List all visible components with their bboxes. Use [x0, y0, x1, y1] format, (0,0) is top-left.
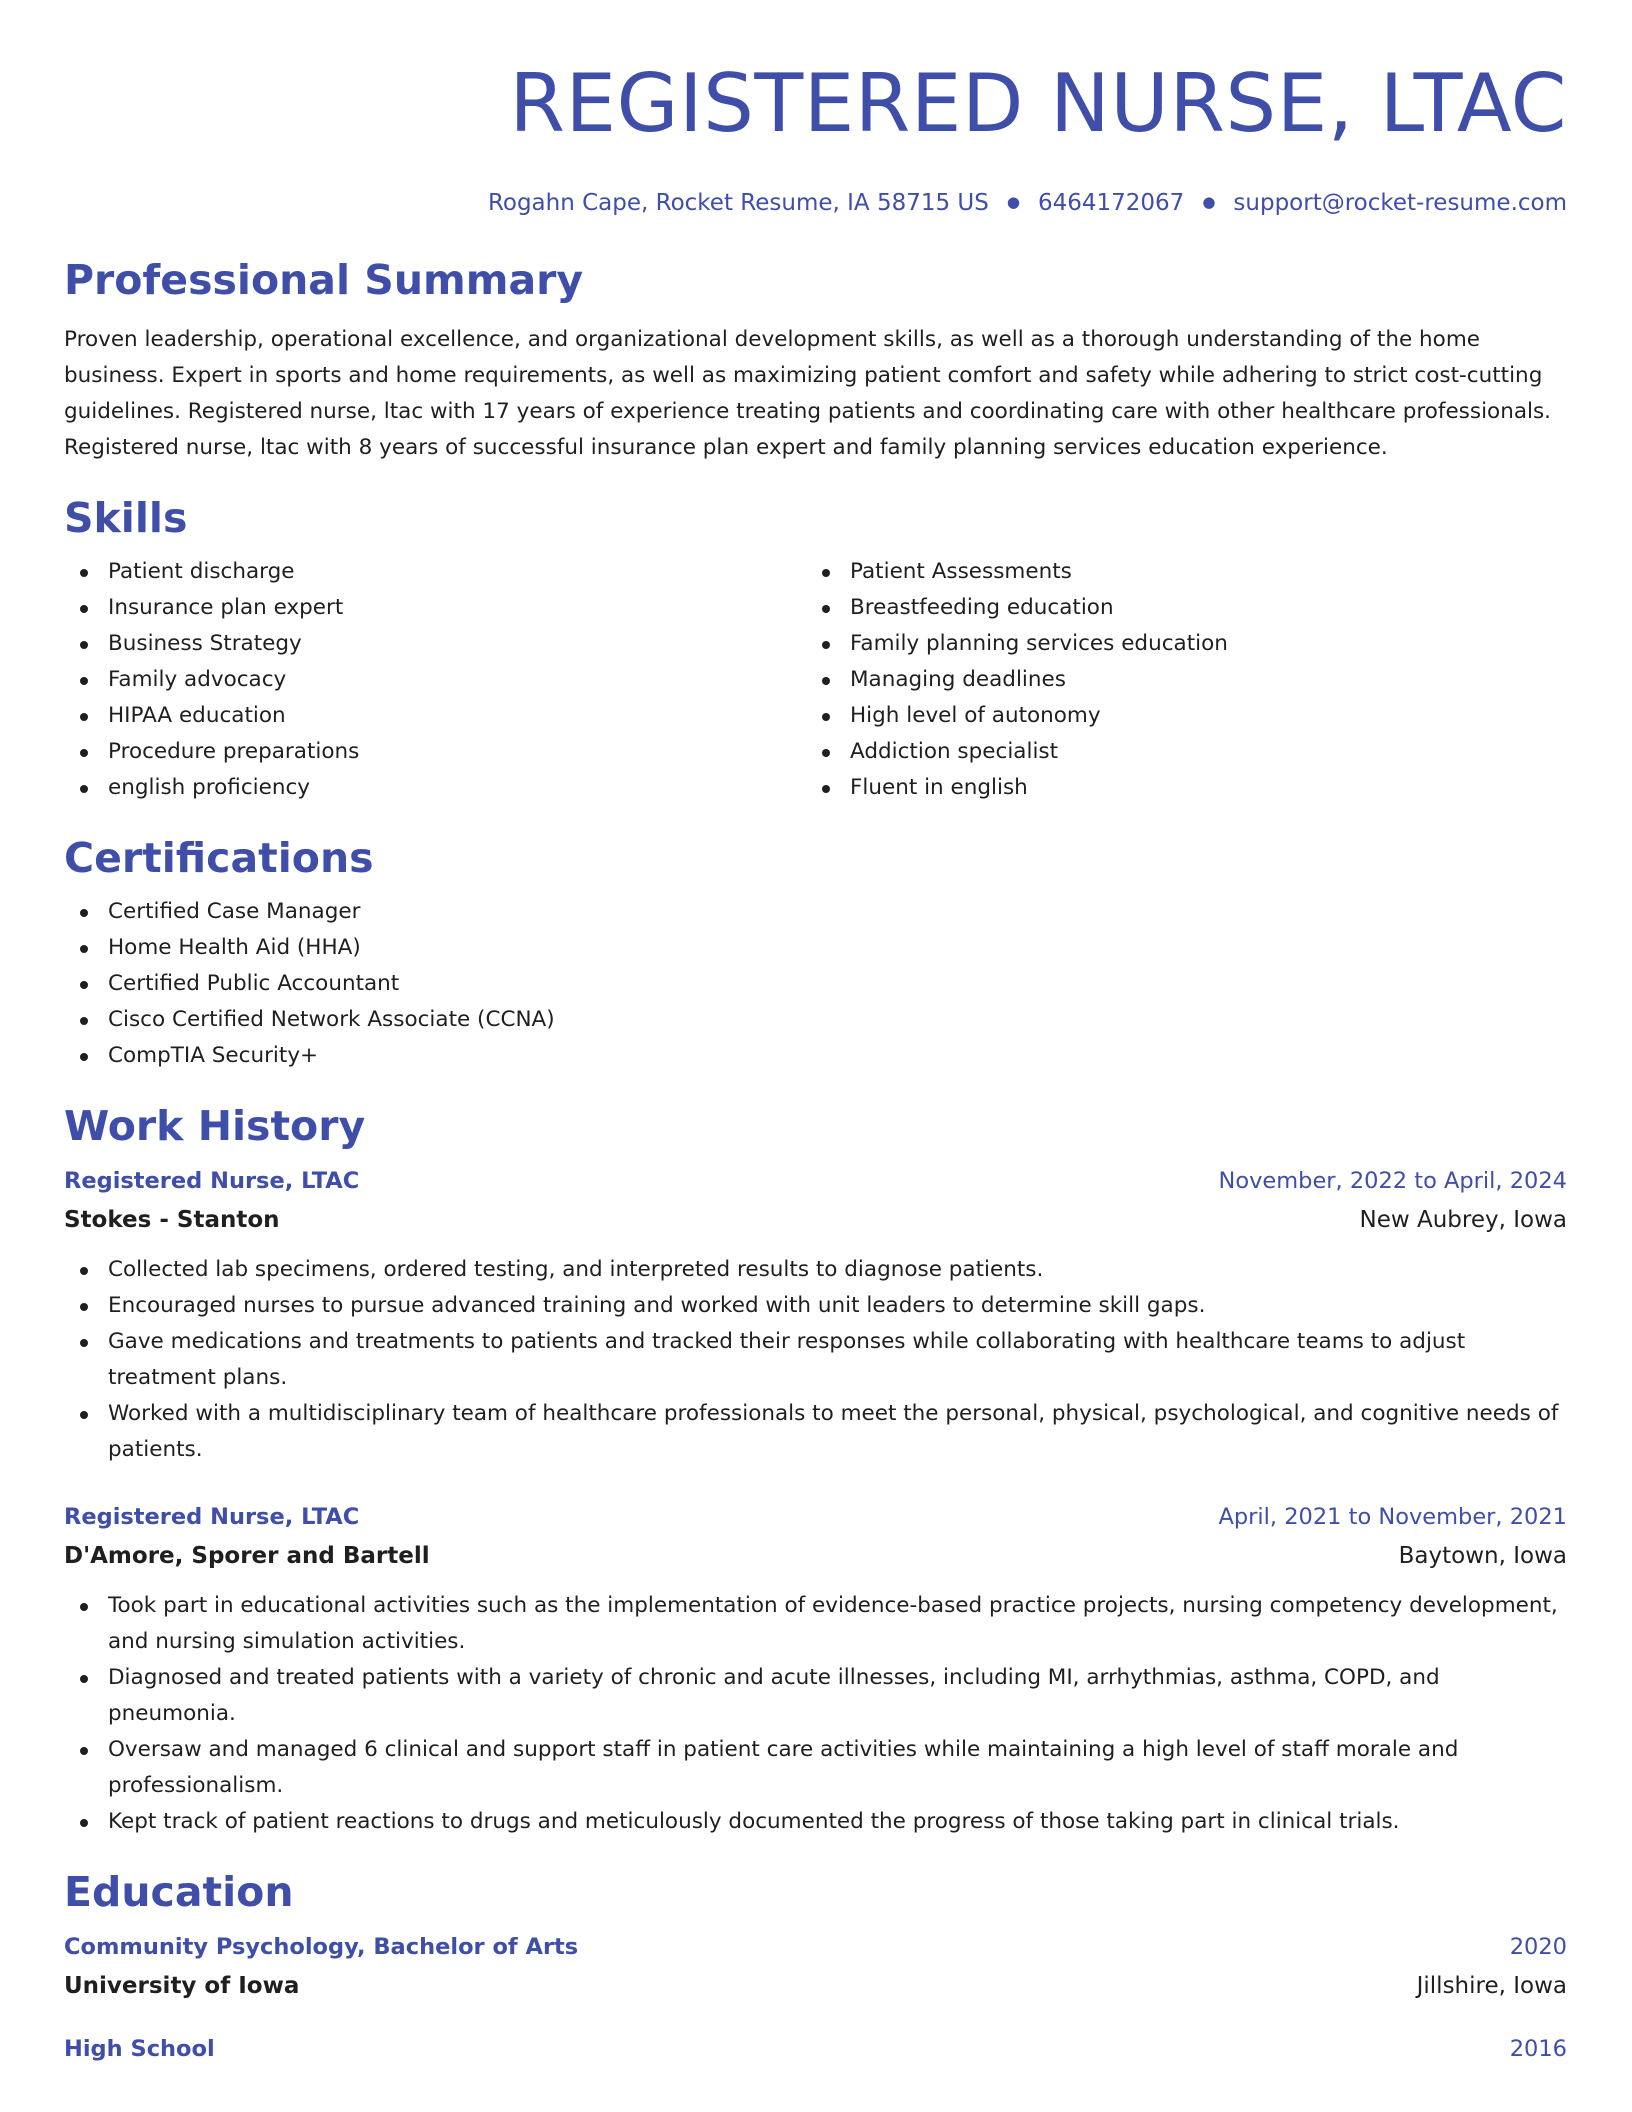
skills-column-right	[806, 554, 1548, 806]
skill-item: Procedure preparations	[64, 734, 806, 770]
job-location: New Aubrey, Iowa	[1359, 1207, 1567, 1233]
job-entry	[64, 1162, 1567, 1468]
section-title-work-history: Work History	[64, 1102, 366, 1150]
skill-item: Breastfeeding education	[806, 590, 1548, 626]
education-degree: High School	[64, 2036, 215, 2062]
job-dates: November, 2022 to April, 2024	[1218, 1168, 1567, 1194]
separator-dot-icon: ●	[1202, 192, 1216, 211]
job-title: Registered Nurse, LTAC	[64, 1504, 360, 1530]
contact-line	[64, 190, 1567, 216]
skill-item: Addiction specialist	[806, 734, 1548, 770]
job-location: Baytown, Iowa	[1398, 1543, 1567, 1569]
certification-item: Cisco Certified Network Associate (CCNA)	[64, 1002, 1567, 1038]
skill-item: Fluent in english	[806, 770, 1548, 806]
certification-item: CompTIA Security+	[64, 1038, 1567, 1074]
job-employer: D'Amore, Sporer and Bartell	[64, 1543, 430, 1569]
education-location: Jillshire, Iowa	[1416, 1973, 1567, 1999]
education-entry	[64, 2030, 1567, 2068]
skills-grid	[64, 554, 1567, 806]
skill-item: Patient discharge	[64, 554, 806, 590]
phone-text: 6464172067	[1037, 190, 1185, 216]
skills-section	[64, 494, 1567, 806]
education-year: 2016	[1509, 2036, 1567, 2062]
education-entry	[64, 1928, 1567, 2006]
skills-column-left	[64, 554, 806, 806]
job-entry	[64, 1498, 1567, 1840]
skill-item: Family advocacy	[64, 662, 806, 698]
candidate-name: REGISTERED NURSE, LTAC	[509, 57, 1567, 150]
resume-header	[64, 57, 1567, 216]
address-text: Rogahn Cape, Rocket Resume, IA 58715 US	[487, 190, 989, 216]
separator-dot-icon: ●	[1006, 192, 1020, 211]
certification-item: Home Health Aid (HHA)	[64, 930, 1567, 966]
job-title: Registered Nurse, LTAC	[64, 1168, 360, 1194]
section-title-certifications: Certifications	[64, 834, 374, 882]
certifications-section	[64, 834, 1567, 1074]
skill-item: HIPAA education	[64, 698, 806, 734]
job-bullet: Gave medications and treatments to patients and tracked their responses while collaborating with healthcare teams to adjust treatment plans.	[64, 1324, 1567, 1396]
job-bullet: Collected lab specimens, ordered testing, and interpreted results to diagnose patients.	[64, 1252, 1567, 1288]
job-bullet: Took part in educational activities such as the implementation of evidence-based practice projects, nursing competency development, and nursing simulation activities.	[64, 1588, 1567, 1660]
skill-item: Patient Assessments	[806, 554, 1548, 590]
skill-item: Business Strategy	[64, 626, 806, 662]
professional-summary-section	[64, 256, 1567, 466]
summary-text: Proven leadership, operational excellence, and organizational development skills, as well as a thorough understanding of the home business. Expert in sports and home requirements, as well as maximizing patient comfort and safety while adhering to strict cost-cutting guidelines. Registered nurse, ltac with 17 years of experience treating patients and coordinating care with other healthcare professionals. Registered nurse, ltac with 8 years of successful insurance plan expert and family planning services education experience.	[64, 327, 1552, 460]
work-history-section	[64, 1102, 1567, 1840]
certification-item: Certified Case Manager	[64, 894, 1567, 930]
job-bullet: Diagnosed and treated patients with a variety of chronic and acute illnesses, including MI, arrhythmias, asthma, COPD, and pneumonia.	[64, 1660, 1567, 1732]
education-degree: Community Psychology, Bachelor of Arts	[64, 1934, 579, 1960]
job-dates: April, 2021 to November, 2021	[1218, 1504, 1567, 1530]
job-employer: Stokes - Stanton	[64, 1207, 280, 1233]
job-bullet: Worked with a multidisciplinary team of healthcare professionals to meet the personal, physical, psychological, and cognitive needs of patients.	[64, 1396, 1567, 1468]
education-year: 2020	[1509, 1934, 1567, 1960]
job-bullet: Kept track of patient reactions to drugs and meticulously documented the progress of those taking part in clinical trials.	[64, 1804, 1567, 1840]
education-school: University of Iowa	[64, 1973, 300, 1999]
certification-item: Certified Public Accountant	[64, 966, 1567, 1002]
resume-page	[64, 0, 1567, 2068]
skill-item: High level of autonomy	[806, 698, 1548, 734]
section-title-education: Education	[64, 1868, 294, 1916]
section-title-skills: Skills	[64, 494, 188, 542]
email-link[interactable]: support@rocket-resume.com	[1233, 190, 1567, 216]
education-section	[64, 1868, 1567, 2068]
skill-item: Family planning services education	[806, 626, 1548, 662]
job-bullet: Encouraged nurses to pursue advanced training and worked with unit leaders to determine skill gaps.	[64, 1288, 1567, 1324]
skill-item: english proficiency	[64, 770, 806, 806]
job-bullet: Oversaw and managed 6 clinical and support staff in patient care activities while maintaining a high level of staff morale and professionalism.	[64, 1732, 1567, 1804]
skill-item: Managing deadlines	[806, 662, 1548, 698]
skill-item: Insurance plan expert	[64, 590, 806, 626]
section-title-summary: Professional Summary	[64, 256, 584, 304]
